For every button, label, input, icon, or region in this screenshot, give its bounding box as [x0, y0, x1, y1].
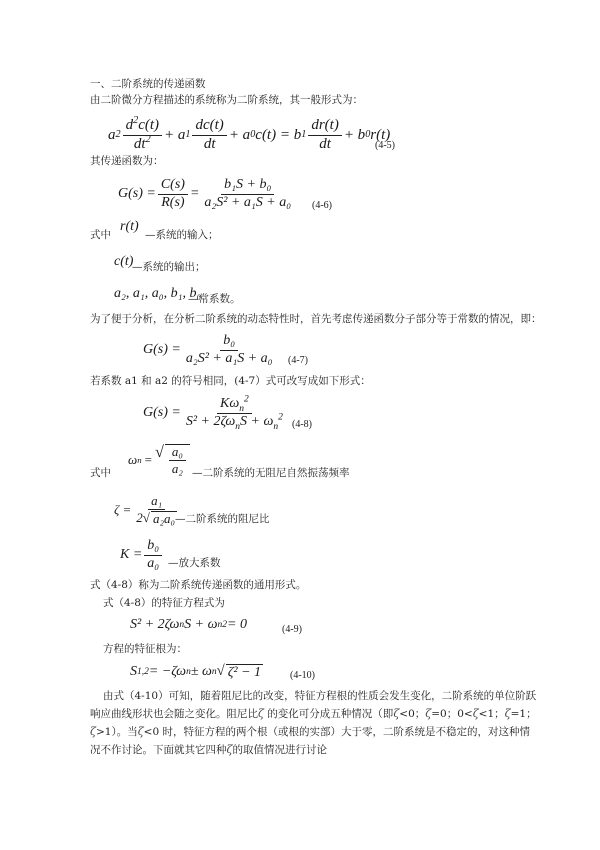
desc-gain: —放大系数 — [168, 557, 221, 569]
equation-number-4-6: (4-6) — [312, 200, 332, 211]
equation-4-5: a 2 $\frac{d^2c(t)}{dt^2}$ + a 1 $\frac{dc(t)}{dt}$ + a 0 c(t) = b 1 $\frac{dr(t)}{dt}$ + b 0 r(t) — [108, 114, 391, 152]
characteristic-eq-intro: 式（4-8）的特征方程式为 — [103, 597, 225, 609]
zeta-symbol: ζ — [226, 743, 233, 756]
equation-4-7: G(s) = $\frac{\text{b₀}}{\text{a₂S² + a₁S + a₀}}$ — [143, 332, 273, 366]
general-form-text: 式（4-8）称为二阶系统传递函数的通用形式。 — [90, 579, 307, 591]
equation-4-8: G(s) = $\frac{K\omega_n^2}{S^2 + 2\zeta\omega_nS + \omega_n^2}$ — [143, 394, 283, 432]
where-prefix-2: 式中 — [90, 467, 111, 479]
where-prefix: 式中 — [90, 229, 111, 241]
roots-intro: 方程的特征根为： — [103, 643, 187, 655]
zeta-symbol: ζ — [137, 725, 144, 738]
equation-4-10: S 1,2 = −ζω n ± ω n √ ζ² − 1 — [130, 662, 262, 680]
analysis-text: 为了便于分析，在分析二阶系统的动态特性时，首先考虑传递函数分子部分等于常数的情况，即： — [90, 313, 542, 325]
equation-number-4-8: (4-8) — [292, 419, 312, 430]
symbol-ct: c(t) — [114, 254, 134, 269]
definition-zeta: ζ = a₁ 2 √ a₂a₀ — [114, 493, 175, 527]
definition-omega-n: ω n = √ $\frac{\text{a₀}}{\text{a₂}}$ — [128, 440, 190, 480]
zeta-symbol: ζ — [258, 707, 264, 720]
intro-text: 由二阶微分方程描述的系统称为二阶系统，其一般形式为： — [90, 94, 363, 106]
desc-input: —系统的输入； — [145, 229, 219, 241]
zeta-symbol: ζ — [472, 707, 479, 720]
transfer-function-label: 其传递函数为： — [90, 155, 164, 167]
equation-number-4-10: (4-10) — [290, 670, 315, 681]
section-heading: 一、二阶系统的传递函数 — [90, 78, 206, 90]
symbol-coefficients: a₂, a₁, a₀, b₁, b₀ — [114, 286, 202, 301]
equation-4-9: S² + 2ζω n S + ω n 2 = 0 — [130, 617, 247, 632]
zeta-symbol: ζ — [393, 707, 400, 720]
equation-number-4-7: (4-7) — [288, 355, 308, 366]
desc-damping-ratio: —二阶系统的阻尼比 — [175, 513, 270, 525]
equation-4-6: G(s) = $\frac{C(s)}{R(s)}$ = $\frac{\text{b₁S + b₀}}{\text{a₂S² + a₁S + a₀}}$ — [118, 176, 292, 210]
desc-natural-frequency: —二阶系统的无阻尼自然振荡频率 — [192, 467, 350, 479]
zeta-symbol: ζ — [504, 707, 511, 720]
zeta-symbol: ζ — [90, 725, 96, 738]
desc-output: —系统的输出； — [132, 261, 206, 273]
discussion-paragraph: 由式（4-10）可知，随着阻尼比的改变，特征方程根的性质会发生变化，二阶系统的单位阶跃响应曲线形状也会随之变化。阻尼比ζ 的变化可分成五种情况（即ζ<0；ζ=0；0<ζ<1；ζ=1；ζ>1）。当ζ<0 时，特征方程的两个根（或根的实部）大于零，二阶系统是不稳定的，对这种情况不作讨论。下面就其它四种ζ的取值情况进行讨论 — [90, 690, 537, 756]
definition-K: K = $\frac{\text{b₀}}{\text{a₀}}$ — [120, 538, 164, 572]
zeta-symbol: ζ — [425, 707, 432, 720]
equation-number-4-9: (4-9) — [282, 624, 302, 635]
equation-number-4-5: (4-5) — [375, 140, 395, 151]
same-sign-text: 若系数 a1 和 a2 的符号相同，(4-7）式可改写成如下形式： — [90, 375, 371, 387]
desc-constants: —常系数。 — [188, 293, 241, 305]
symbol-rt: r(t) — [120, 219, 139, 234]
